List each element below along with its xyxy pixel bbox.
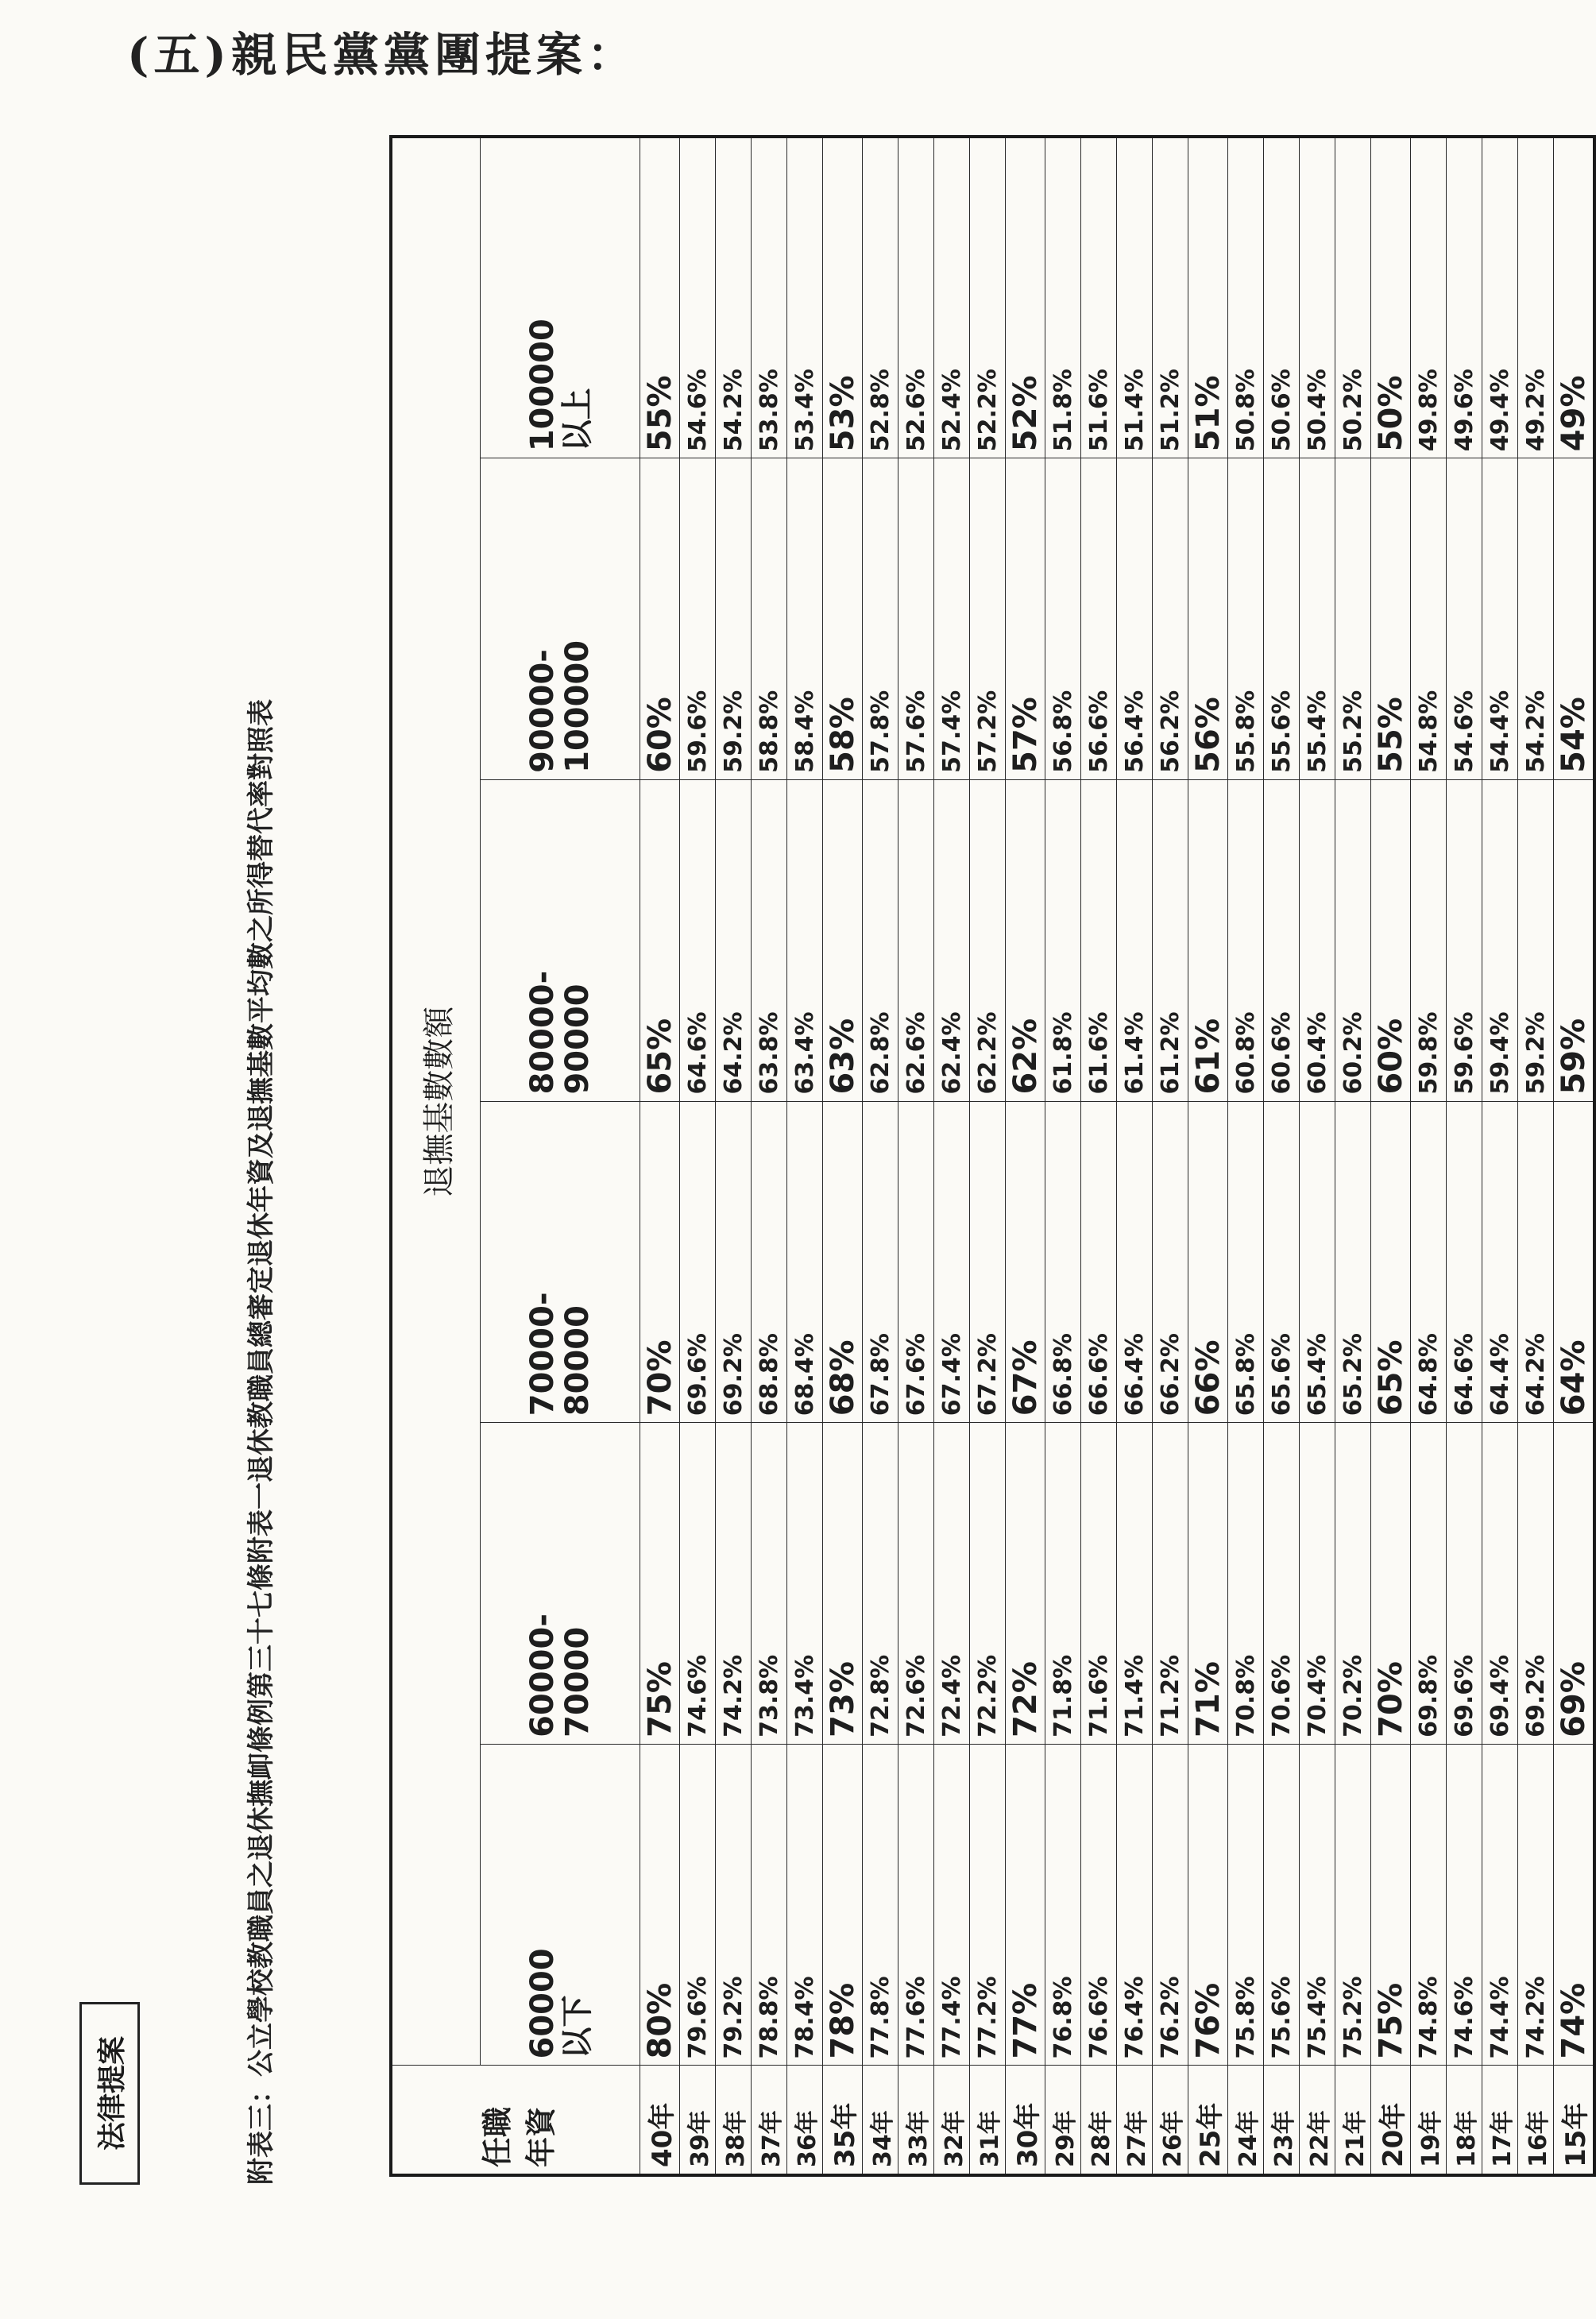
service-years-cell: 32年 [934, 2066, 970, 2175]
rate-cell: 67.4% [934, 1101, 970, 1423]
rate-cell: 49.2% [1518, 137, 1554, 458]
rate-cell: 77% [1006, 1744, 1045, 2066]
rate-cell: 67.6% [898, 1101, 934, 1423]
rate-cell: 72.8% [863, 1423, 898, 1745]
rate-cell: 54.4% [1482, 458, 1518, 780]
page-header: (五)親民黨黨團提案： [127, 28, 638, 82]
rate-cell: 52.6% [898, 137, 934, 458]
years-header-line: 年資 [523, 2106, 558, 2167]
rate-cell: 66.2% [1153, 1101, 1188, 1423]
rate-cell: 56.6% [1081, 458, 1117, 780]
rate-cell: 74.8% [1411, 1744, 1447, 2066]
rate-cell: 58.8% [752, 458, 787, 780]
rate-cell: 53.4% [787, 137, 823, 458]
rate-cell: 69.2% [1518, 1423, 1554, 1745]
column-header-line: 100000 [524, 319, 561, 452]
rate-cell: 64% [1554, 1101, 1595, 1423]
column-header-line: 90000- [524, 649, 561, 773]
column-header-line: 以上 [559, 388, 596, 452]
service-years-cell: 27年 [1117, 2066, 1153, 2175]
rate-cell: 68.8% [752, 1101, 787, 1423]
rate-cell: 76.2% [1153, 1744, 1188, 2066]
service-years-cell: 16年 [1518, 2066, 1554, 2175]
column-header-line: 100000 [559, 640, 596, 773]
rate-cell: 73% [823, 1423, 863, 1745]
rate-cell: 76.4% [1117, 1744, 1153, 2066]
rate-cell: 71.4% [1117, 1423, 1153, 1745]
rate-cell: 58.4% [787, 458, 823, 780]
rate-cell: 52.4% [934, 137, 970, 458]
service-years-cell: 35年 [823, 2066, 863, 2175]
rate-cell: 54.8% [1411, 458, 1447, 780]
rate-cell: 73.8% [752, 1423, 787, 1745]
rate-cell: 54.6% [680, 137, 716, 458]
rate-cell: 50.4% [1300, 137, 1335, 458]
years-header [391, 2066, 640, 2175]
rate-cell: 74.6% [1447, 1744, 1482, 2066]
rate-cell: 69.4% [1482, 1423, 1518, 1745]
rate-cell: 79.2% [716, 1744, 752, 2066]
rate-cell: 64.6% [680, 779, 716, 1101]
table-row [863, 137, 898, 2175]
rate-cell: 74.6% [680, 1423, 716, 1745]
rate-cell: 66.4% [1117, 1101, 1153, 1423]
rate-cell: 71.6% [1081, 1423, 1117, 1745]
rate-cell: 71.2% [1153, 1423, 1188, 1745]
column-header-line: 80000- [524, 970, 561, 1095]
table-row [970, 137, 1006, 2175]
rate-cell: 76% [1188, 1744, 1228, 2066]
rate-cell: 75% [1371, 1744, 1411, 2066]
rate-cell: 69.6% [680, 1101, 716, 1423]
rotated-content [79, 119, 1592, 2185]
rate-cell: 50.6% [1264, 137, 1300, 458]
rate-cell: 60% [1371, 779, 1411, 1101]
rate-cell: 68.4% [787, 1101, 823, 1423]
rate-cell: 72.2% [970, 1423, 1006, 1745]
rate-cell: 75% [640, 1423, 680, 1745]
column-header [481, 779, 640, 1101]
rate-cell: 70% [1371, 1423, 1411, 1745]
service-years-cell: 19年 [1411, 2066, 1447, 2175]
rate-cell: 71% [1188, 1423, 1228, 1745]
table-row [1153, 137, 1188, 2175]
rate-cell: 52.8% [863, 137, 898, 458]
rate-cell: 69% [1554, 1423, 1595, 1745]
service-years-cell: 28年 [1081, 2066, 1117, 2175]
group-header-row [391, 137, 481, 2175]
column-header [481, 1101, 640, 1423]
rate-cell: 61.6% [1081, 779, 1117, 1101]
service-years-cell: 24年 [1228, 2066, 1264, 2175]
column-header-row [481, 137, 640, 2175]
rate-cell: 59.6% [680, 458, 716, 780]
rate-cell: 63% [823, 779, 863, 1101]
rate-cell: 72.6% [898, 1423, 934, 1745]
rate-cell: 63.4% [787, 779, 823, 1101]
rate-cell: 61.8% [1045, 779, 1081, 1101]
rate-cell: 54.6% [1447, 458, 1482, 780]
column-header-line: 以下 [559, 1995, 596, 2059]
table-row [1081, 137, 1117, 2175]
rate-cell: 59.2% [716, 458, 752, 780]
table-row [1335, 137, 1371, 2175]
service-years-cell: 38年 [716, 2066, 752, 2175]
column-header [481, 1744, 640, 2066]
rate-cell: 76.8% [1045, 1744, 1081, 2066]
rate-cell: 71.8% [1045, 1423, 1081, 1745]
rate-cell: 65.6% [1264, 1101, 1300, 1423]
table-row [1447, 137, 1482, 2175]
rate-cell: 74.4% [1482, 1744, 1518, 2066]
service-years-cell: 30年 [1006, 2066, 1045, 2175]
years-header-line: 任職 [479, 2106, 515, 2167]
rate-cell: 70.8% [1228, 1423, 1264, 1745]
table-row [787, 137, 823, 2175]
table-row [752, 137, 787, 2175]
rate-cell: 65% [640, 779, 680, 1101]
rate-cell: 70.4% [1300, 1423, 1335, 1745]
rate-cell: 65.8% [1228, 1101, 1264, 1423]
rate-cell: 54.2% [1518, 458, 1554, 780]
table-row [898, 137, 934, 2175]
service-years-cell: 33年 [898, 2066, 934, 2175]
service-years-cell: 39年 [680, 2066, 716, 2175]
column-header [481, 458, 640, 780]
rate-cell: 51.8% [1045, 137, 1081, 458]
rate-cell: 57% [1006, 458, 1045, 780]
rate-cell: 66% [1188, 1101, 1228, 1423]
rate-cell: 72% [1006, 1423, 1045, 1745]
rate-cell: 49.8% [1411, 137, 1447, 458]
table-row [1006, 137, 1045, 2175]
rate-cell: 49% [1554, 137, 1595, 458]
rate-cell: 53% [823, 137, 863, 458]
column-header-line: 60000 [524, 1948, 561, 2059]
rate-cell: 70% [640, 1101, 680, 1423]
rate-cell: 72.4% [934, 1423, 970, 1745]
rate-cell: 69.8% [1411, 1423, 1447, 1745]
rate-cell: 51.2% [1153, 137, 1188, 458]
service-years-cell: 25年 [1188, 2066, 1228, 2175]
rate-cell: 59% [1554, 779, 1595, 1101]
rate-cell: 60.4% [1300, 779, 1335, 1101]
rate-cell: 51% [1188, 137, 1228, 458]
rate-cell: 68% [823, 1101, 863, 1423]
rate-cell: 54% [1554, 458, 1595, 780]
rate-cell: 61% [1188, 779, 1228, 1101]
rate-cell: 59.4% [1482, 779, 1518, 1101]
rate-cell: 64.6% [1447, 1101, 1482, 1423]
rate-cell: 60.6% [1264, 779, 1300, 1101]
service-years-cell: 36年 [787, 2066, 823, 2175]
rate-cell: 74.2% [716, 1423, 752, 1745]
rate-cell: 59.6% [1447, 779, 1482, 1101]
rate-cell: 70.6% [1264, 1423, 1300, 1745]
table-row [680, 137, 716, 2175]
rate-cell: 56.8% [1045, 458, 1081, 780]
rate-cell: 55.2% [1335, 458, 1371, 780]
rate-cell: 64.4% [1482, 1101, 1518, 1423]
rate-cell: 57.4% [934, 458, 970, 780]
rate-cell: 69.6% [1447, 1423, 1482, 1745]
rate-cell: 50% [1371, 137, 1411, 458]
rate-cell: 61.2% [1153, 779, 1188, 1101]
column-header-line: 60000- [524, 1614, 561, 1737]
table-row [1482, 137, 1518, 2175]
pension-base-group-header: 退撫基數數額 [391, 137, 481, 2066]
rate-cell: 63.8% [752, 779, 787, 1101]
rate-cell: 77.4% [934, 1744, 970, 2066]
rate-cell: 59.8% [1411, 779, 1447, 1101]
rate-cell: 56.2% [1153, 458, 1188, 780]
rate-cell: 70.2% [1335, 1423, 1371, 1745]
rate-cell: 61.4% [1117, 779, 1153, 1101]
rate-cell: 59.2% [1518, 779, 1554, 1101]
rate-cell: 51.6% [1081, 137, 1117, 458]
rate-cell: 62.6% [898, 779, 934, 1101]
rate-cell: 75.2% [1335, 1744, 1371, 2066]
rate-cell: 62.2% [970, 779, 1006, 1101]
rate-cell: 64.8% [1411, 1101, 1447, 1423]
rate-cell: 58% [823, 458, 863, 780]
rate-cell: 65.2% [1335, 1101, 1371, 1423]
rate-cell: 57.2% [970, 458, 1006, 780]
rate-cell: 64.2% [716, 779, 752, 1101]
rate-cell: 77.8% [863, 1744, 898, 2066]
rate-cell: 49.4% [1482, 137, 1518, 458]
rate-cell: 73.4% [787, 1423, 823, 1745]
rate-cell: 64.2% [1518, 1101, 1554, 1423]
rate-cell: 62.8% [863, 779, 898, 1101]
column-header [481, 1423, 640, 1745]
rate-cell: 66.8% [1045, 1101, 1081, 1423]
rate-cell: 75.8% [1228, 1744, 1264, 2066]
rate-cell: 62.4% [934, 779, 970, 1101]
service-years-cell: 34年 [863, 2066, 898, 2175]
service-years-cell: 21年 [1335, 2066, 1371, 2175]
table-row [716, 137, 752, 2175]
rate-cell: 77.6% [898, 1744, 934, 2066]
rate-cell: 74% [1554, 1744, 1595, 2066]
rate-cell: 78.8% [752, 1744, 787, 2066]
rate-cell: 55% [1371, 458, 1411, 780]
rate-cell: 74.2% [1518, 1744, 1554, 2066]
table-row [934, 137, 970, 2175]
rate-cell: 67% [1006, 1101, 1045, 1423]
table-row [640, 137, 680, 2175]
service-years-cell: 29年 [1045, 2066, 1081, 2175]
rate-cell: 54.2% [716, 137, 752, 458]
table-wrapper [389, 135, 1592, 2177]
service-years-cell: 18年 [1447, 2066, 1482, 2175]
table-row [823, 137, 863, 2175]
service-years-cell: 37年 [752, 2066, 787, 2175]
service-years-cell: 26年 [1153, 2066, 1188, 2175]
column-header-line: 70000 [559, 1626, 596, 1737]
rate-cell: 55% [640, 137, 680, 458]
rate-cell: 67.8% [863, 1101, 898, 1423]
rate-cell: 65% [1371, 1101, 1411, 1423]
rate-cell: 60.8% [1228, 779, 1264, 1101]
rate-cell: 77.2% [970, 1744, 1006, 2066]
rate-cell: 50.2% [1335, 137, 1371, 458]
rate-cell: 60.2% [1335, 779, 1371, 1101]
rate-cell: 79.6% [680, 1744, 716, 2066]
rate-cell: 75.6% [1264, 1744, 1300, 2066]
rate-cell: 76.6% [1081, 1744, 1117, 2066]
rate-cell: 62% [1006, 779, 1045, 1101]
rate-cell: 55.6% [1264, 458, 1300, 780]
column-header-line: 90000 [559, 984, 596, 1095]
column-header-line: 80000 [559, 1305, 596, 1417]
rate-cell: 57.6% [898, 458, 934, 780]
service-years-cell: 20年 [1371, 2066, 1411, 2175]
column-header-line: 70000- [524, 1292, 561, 1417]
table-row [1371, 137, 1411, 2175]
service-years-cell: 17年 [1482, 2066, 1518, 2175]
rate-cell: 67.2% [970, 1101, 1006, 1423]
bill-type-stamp: 法律提案 [79, 2002, 140, 2185]
rate-cell: 60% [640, 458, 680, 780]
table-row [1411, 137, 1447, 2175]
rate-cell: 75.4% [1300, 1744, 1335, 2066]
rate-cell: 52.2% [970, 137, 1006, 458]
table-row [1300, 137, 1335, 2175]
rate-cell: 50.8% [1228, 137, 1264, 458]
rate-cell: 57.8% [863, 458, 898, 780]
rate-cell: 56% [1188, 458, 1228, 780]
rate-cell: 55.8% [1228, 458, 1264, 780]
service-years-cell: 31年 [970, 2066, 1006, 2175]
table-row [1228, 137, 1264, 2175]
rate-cell: 78% [823, 1744, 863, 2066]
rate-cell: 65.4% [1300, 1101, 1335, 1423]
rate-cell: 49.6% [1447, 137, 1482, 458]
table-row [1188, 137, 1228, 2175]
rate-cell: 56.4% [1117, 458, 1153, 780]
table-row [1518, 137, 1554, 2175]
rate-cell: 80% [640, 1744, 680, 2066]
service-years-cell: 23年 [1264, 2066, 1300, 2175]
rate-cell: 69.2% [716, 1101, 752, 1423]
rate-cell: 66.6% [1081, 1101, 1117, 1423]
rate-cell: 55.4% [1300, 458, 1335, 780]
rate-cell: 53.8% [752, 137, 787, 458]
service-years-cell: 40年 [640, 2066, 680, 2175]
service-years-cell: 15年 [1554, 2066, 1595, 2175]
rate-cell: 78.4% [787, 1744, 823, 2066]
rate-cell: 51.4% [1117, 137, 1153, 458]
table-row [1554, 137, 1595, 2175]
table-row [1045, 137, 1081, 2175]
column-header [481, 137, 640, 458]
replacement-rate-table [389, 135, 1596, 2177]
service-years-cell: 22年 [1300, 2066, 1335, 2175]
table-caption: 附表三：公立學校教職員之退休撫卹條例第三十七條附表一退休教職員總審定退休年資及退撫基數平均數之所得替代率對照表 [245, 699, 277, 2185]
rate-cell: 52% [1006, 137, 1045, 458]
table-row [1117, 137, 1153, 2175]
table-row [1264, 137, 1300, 2175]
